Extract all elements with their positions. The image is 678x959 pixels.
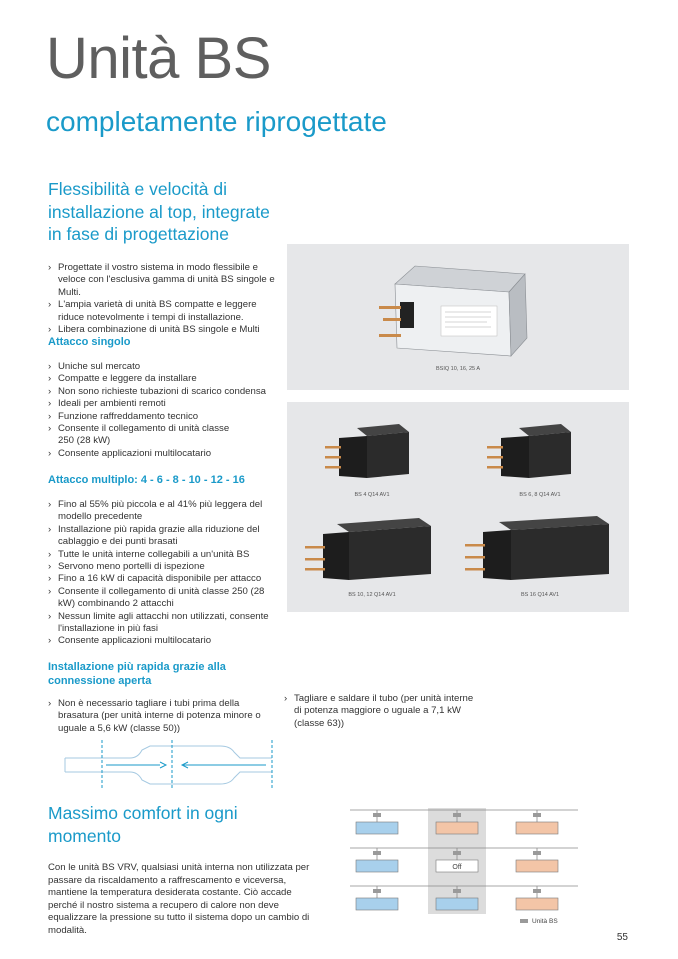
- page-title: Unità BS: [46, 26, 271, 91]
- multi-unit-bs10-12: [305, 518, 431, 580]
- page-subtitle: completamente riprogettate: [46, 106, 387, 137]
- list-item: › Uniche sul mercato: [48, 361, 284, 373]
- list-item: › Nessun limite agli attacchi non utilizzati, consente l'installazione in più fasi: [48, 611, 278, 636]
- indoor-unit-heat: [436, 822, 478, 834]
- bs-unit-marker: [533, 889, 541, 893]
- section-heading-flexibility: [48, 178, 288, 246]
- comfort-paragraph: Con le unità BS VRV, qualsiasi unità interna non utilizzata per passare da riscaldamento a raffrescamento e viceversa, mantiene la temperatura desiderata costante. Ciò accade perché il nostro sistema a recupero di calore non deve equalizzare la pressione su tutto il sistema dopo un cambio di modalità.: [48, 862, 310, 936]
- list-item: › Libera combinazione di unità BS singole e Multi: [48, 324, 284, 336]
- list-item: › Compatte e leggere da installare: [48, 373, 284, 385]
- indoor-unit-cool: [356, 898, 398, 910]
- list-item: › Progettate il vostro sistema in modo flessibile e veloce con l'esclusiva gamma di unità BS singole e Multi.: [48, 262, 284, 299]
- indoor-unit-cool: [436, 898, 478, 910]
- multi-attachment-heading: Attacco multiplo: 4 - 6 - 8 - 10 - 12 - 16: [48, 474, 245, 486]
- heading-line: Massimo comfort in ogni: [48, 803, 238, 823]
- multi-unit-photo-panel: [287, 402, 629, 612]
- bs-unit-marker: [453, 889, 461, 893]
- multi-unit-caption: BS 10, 12 Q14 AV1: [348, 592, 396, 598]
- multi-unit-images: [287, 402, 629, 612]
- list-item: › Fino a 16 kW di capacità disponibile per attacco: [48, 573, 278, 585]
- list-item: › Consente applicazioni multilocatario: [48, 635, 278, 647]
- page-number: 55: [616, 932, 628, 943]
- list-item: › Non è necessario tagliare i tubi prima della brasatura (per unità interne di potenza minore o uguale a 5,6 kW (classe 50)): [48, 698, 266, 735]
- list-item: › Installazione più rapida grazie alla riduzione del cablaggio e dei punti brasati: [48, 524, 278, 549]
- multi-unit-bs16: [465, 516, 609, 580]
- heading-line: installazione al top, integrate: [48, 201, 270, 222]
- bs-unit-marker: [373, 813, 381, 817]
- list-item: › Ideali per ambienti remoti: [48, 398, 284, 410]
- connection-right-note: [284, 693, 474, 730]
- list-item: › Funzione raffreddamento tecnico: [48, 411, 284, 423]
- multi-unit-bs4: [325, 424, 409, 478]
- bs-unit-marker: [453, 813, 461, 817]
- comfort-heading: [48, 802, 308, 847]
- bs-unit-marker: [453, 851, 461, 855]
- indoor-unit-heat: [516, 822, 558, 834]
- list-item: › L'ampia varietà di unità BS compatte e leggere riduce notevolmente i tempi di installazione.: [48, 299, 284, 324]
- multi-unit-caption: BS 6, 8 Q14 AV1: [519, 492, 561, 498]
- multi-unit-bs6-8: [487, 424, 571, 478]
- list-item: › Fino al 55% più piccola e al 41% più leggera del modello precedente: [48, 499, 278, 524]
- indoor-unit-cool: [356, 822, 398, 834]
- bs-unit-marker: [373, 851, 381, 855]
- multi-unit-caption: BS 16 Q14 AV1: [520, 592, 560, 598]
- flexibility-bullet-list: [48, 262, 284, 336]
- bs-unit-marker: [533, 851, 541, 855]
- legend-swatch: [520, 919, 528, 923]
- heading-line: in fase di progettazione: [48, 224, 229, 244]
- bs-unit-marker: [533, 813, 541, 817]
- list-item: › Servono meno portelli di ispezione: [48, 561, 278, 573]
- single-unit-caption: BSIQ 10, 16, 25 A: [435, 366, 481, 372]
- connection-left-note: [48, 698, 266, 735]
- pipe-connection-diagram: [60, 738, 340, 790]
- comfort-diagram: [350, 798, 580, 926]
- indoor-unit-heat: [516, 898, 558, 910]
- list-item: › Consente applicazioni multilocatario: [48, 448, 284, 460]
- indoor-unit-heat: [516, 860, 558, 872]
- list-item: › Tagliare e saldare il tubo (per unità interne di potenza maggiore o uguale a 7,1 kW (classe 63)): [284, 693, 474, 730]
- heading-line: momento: [48, 825, 121, 846]
- multi-unit-caption: BS 4 Q14 AV1: [354, 492, 390, 498]
- legend-label: Unità BS: [532, 918, 558, 925]
- indoor-unit-cool: [356, 860, 398, 872]
- heading-line: Flessibilità e velocità di: [48, 179, 227, 199]
- list-item: › Consente il collegamento di unità classe 250 (28 kW) combinando 2 attacchi: [48, 586, 278, 611]
- heading-line: Installazione più rapida grazie alla: [48, 661, 226, 673]
- heading-line: connessione aperta: [48, 675, 152, 687]
- list-item: › Consente il collegamento di unità classe 250 (28 kW): [48, 423, 243, 448]
- bs-unit-marker: [373, 889, 381, 893]
- open-connection-heading: [48, 660, 226, 688]
- multi-attachment-list: [48, 499, 278, 648]
- list-item: › Non sono richieste tubazioni di scarico condensa: [48, 386, 284, 398]
- list-item: › Tutte le unità interne collegabili a un'unità BS: [48, 549, 278, 561]
- off-label: Off: [452, 864, 462, 871]
- single-unit-photo-panel: [287, 244, 629, 390]
- single-attachment-heading: Attacco singolo: [48, 336, 131, 348]
- single-attachment-list: [48, 361, 284, 460]
